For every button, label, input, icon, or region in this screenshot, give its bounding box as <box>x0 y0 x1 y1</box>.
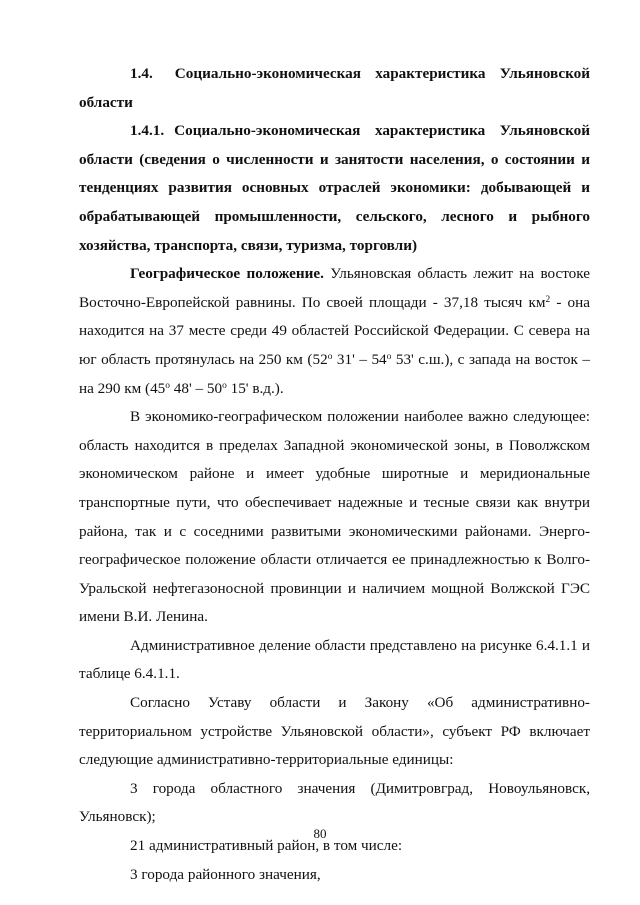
text-fragment: Ульяновская область лежит на востоке Восточно-Европейской равнины. По своей площади - 37,18 тысяч км <box>79 265 591 311</box>
section-heading-1-4 <box>79 60 590 117</box>
superscript: о <box>386 351 392 362</box>
paragraph-economic-geographic: В экономико-географическом положении наиболее важно следующее: область находится в пределах Западной экономической зоны, в Поволжском экономическом районе и имеет удобные широтные и меридиональные транспортные пути, что обеспечивает надежные и тесные связи как внутри района, так и с соседними развитыми экономическими районами. Энерго-географическое положение области отличается ее принадлежностью к Волго-Уральской нефтегазоносной провинции и наличием мощной Волжской ГЭС имени В.И. Ленина. <box>79 408 590 626</box>
text-fragment: 48' – 50 <box>169 379 223 397</box>
superscript: 2 <box>545 294 551 305</box>
paragraph-geographic-position <box>79 260 590 403</box>
page-number: 80 <box>313 826 327 841</box>
paragraph-charter: Согласно Уставу области и Закону «Об административно-территориальном устройстве Ульяновской области», субъект РФ включает следующие административно-территориальные единицы: <box>79 694 590 769</box>
text-fragment: 53' с.ш.), с запада на восток – на 290 км (45 <box>79 350 591 397</box>
list-item-cities: 3 города областного значения (Димитровград, Новоульяновск, Ульяновск); <box>79 779 590 826</box>
section-heading-1-4-1 <box>79 117 590 260</box>
superscript: о <box>222 380 227 391</box>
text-fragment: 31' – 54 <box>332 350 387 368</box>
list-item-district-towns: 3 города районного значения, <box>130 865 321 883</box>
heading-number: 1.4. <box>130 65 153 82</box>
paragraph-admin-division: Административное деление области представлено на рисунке 6.4.1.1 и таблице 6.4.1.1. <box>79 636 590 683</box>
heading-title: Социально-экономическая характеристика Ульяновской области <box>79 65 590 111</box>
text-fragment: - она находится на 37 месте среди 49 областей Российской Федерации. С севера на юг область протянулась на 250 км (52 <box>79 293 590 368</box>
subheading-number: 1.4.1. <box>130 122 165 140</box>
list-item-districts: 21 административный район, в том числе: <box>130 837 403 855</box>
paragraph-lead: Географическое положение. <box>130 265 324 283</box>
text-fragment: 15' в.д.). <box>226 379 284 397</box>
superscript: о <box>327 351 333 362</box>
superscript: о <box>165 380 170 391</box>
page-body <box>79 60 590 889</box>
subheading-title: Социально-экономическая характеристика Ульяновской области (сведения о численности и занятости населения, о состоянии и тенденциях развития основных отраслей экономики: добывающей и обрабатывающей промышленности, сельского, лесного и рыбного хозяйства, транспорта, связи, туризма, торговли) <box>79 122 590 254</box>
